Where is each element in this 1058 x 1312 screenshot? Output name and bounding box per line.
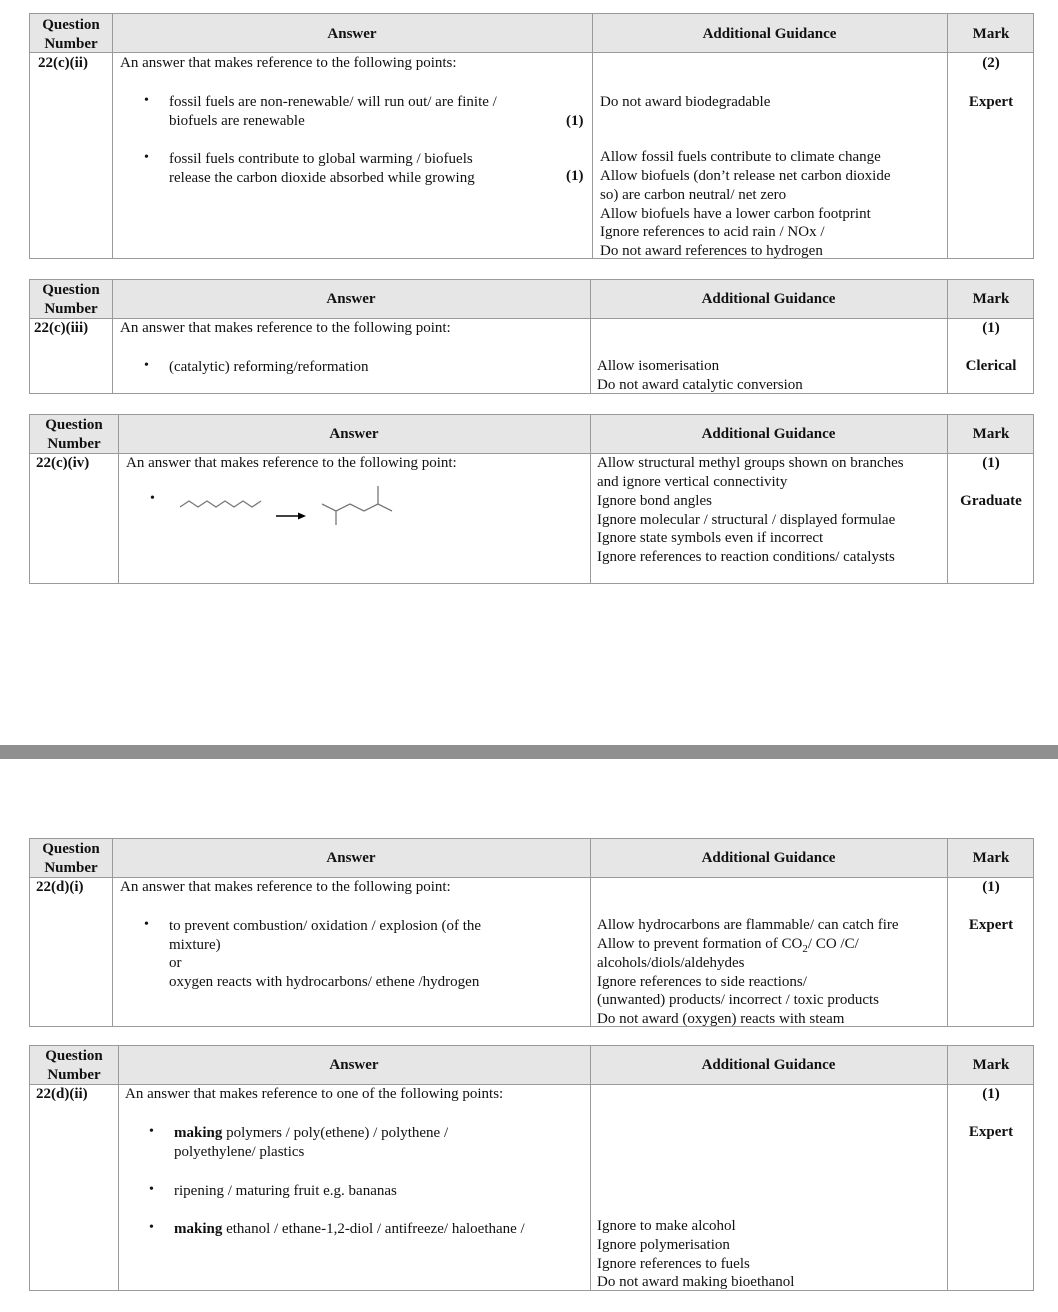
mark-header: Mark (972, 1057, 1010, 1073)
question-header-line1: Question (42, 17, 100, 33)
point-mark: (1) (566, 168, 584, 184)
answer-header: Answer (329, 426, 379, 442)
question-header-line1: Question (45, 417, 103, 433)
emphasis-making: making (174, 1125, 223, 1141)
question-header-line2: Number (44, 300, 98, 317)
answer-point-continued: biofuels are renewable (169, 113, 305, 129)
guidance-text: and ignore vertical connectivity (597, 474, 788, 490)
guidance-text: Do not award (oxygen) reacts with steam (597, 1011, 845, 1027)
branched-alkane (322, 486, 392, 525)
answer-point-continued: release the carbon dioxide absorbed while growing (169, 170, 475, 186)
mark-level: Expert (968, 917, 1014, 933)
answer-intro: An answer that makes reference to one of the following points: (125, 1086, 504, 1102)
guidance-text: Allow hydrocarbons are flammable/ can catch fire (597, 917, 899, 933)
guidance-text: Ignore molecular / structural / displayed formulae (597, 512, 896, 528)
mark-scheme-table-22d-i (29, 838, 1034, 1027)
answer-point-continued: polyethylene/ plastics (174, 1144, 305, 1160)
guidance-text: Do not award catalytic conversion (597, 377, 803, 393)
mark-level: Graduate (960, 493, 1022, 509)
answer-intro: An answer that makes reference to the following point: (126, 455, 457, 471)
mark-level: Expert (968, 1124, 1014, 1140)
guidance-text: Ignore bond angles (597, 493, 712, 509)
answer-or: or (169, 955, 182, 971)
guidance-co2-suffix: / CO /C/ (807, 936, 859, 952)
mark-header: Mark (972, 291, 1010, 307)
bullet: • (144, 93, 149, 108)
answer-point (174, 1124, 448, 1143)
mark-level: Clerical (965, 358, 1017, 374)
answer-point-text: polymers / poly(ethene) / polythene / (222, 1125, 449, 1141)
guidance-text: Do not award biodegradable (600, 94, 771, 110)
straight-chain-alkane (180, 501, 261, 507)
answer-header: Answer (327, 26, 377, 42)
question-header-line1: Question (42, 841, 100, 857)
guidance-text: Ignore polymerisation (597, 1237, 730, 1253)
mark-scheme-table-22c-iv (29, 414, 1034, 584)
bullet: • (150, 491, 155, 506)
mark-header: Mark (972, 426, 1010, 442)
bullet: • (149, 1220, 154, 1235)
column-divider (947, 1046, 948, 1290)
answer-point (174, 1220, 525, 1239)
guidance-header: Additional Guidance (701, 850, 836, 866)
question-number: 22(c)(iii) (34, 320, 89, 336)
guidance-text: Allow structural methyl groups shown on branches (597, 455, 904, 471)
answer-intro: An answer that makes reference to the following points: (120, 55, 457, 71)
guidance-text: Ignore to make alcohol (597, 1218, 736, 1234)
answer-header: Answer (326, 850, 376, 866)
answer-point: fossil fuels are non-renewable/ will run out/ are finite / (169, 94, 497, 110)
question-header-line2: Number (44, 859, 98, 876)
guidance-text: Ignore state symbols even if incorrect (597, 530, 824, 546)
guidance-header: Additional Guidance (702, 26, 837, 42)
mark-header: Mark (972, 26, 1010, 42)
guidance-header: Additional Guidance (701, 426, 836, 442)
question-number-header (30, 416, 118, 453)
question-number: 22(c)(iv) (36, 455, 90, 471)
question-number-header (30, 16, 112, 53)
answer-point: fossil fuels contribute to global warming / biofuels (169, 151, 473, 167)
mark-value: (2) (982, 55, 1000, 71)
guidance-text: Allow fossil fuels contribute to climate change (600, 149, 881, 165)
guidance-co2-prefix: Allow to prevent formation of CO (597, 936, 803, 952)
answer-point-alternative: oxygen reacts with hydrocarbons/ ethene /hydrogen (169, 974, 480, 990)
reaction-arrow-head (298, 513, 306, 520)
guidance-text: alcohols/diols/aldehydes (597, 955, 745, 971)
guidance-header: Additional Guidance (701, 291, 836, 307)
guidance-text: Ignore references to side reactions/ (597, 974, 807, 990)
mark-value: (1) (982, 1086, 1000, 1102)
answer-header: Answer (329, 1057, 379, 1073)
guidance-text: (unwanted) products/ incorrect / toxic products (597, 992, 879, 1008)
mark-level: Expert (968, 94, 1014, 110)
answer-point: (catalytic) reforming/reformation (169, 359, 369, 375)
bullet: • (144, 917, 149, 932)
question-header-line2: Number (44, 35, 98, 52)
guidance-text: Allow biofuels (don’t release net carbon dioxide (600, 168, 891, 184)
guidance-text: Ignore references to fuels (597, 1256, 750, 1272)
answer-intro: An answer that makes reference to the following point: (120, 879, 451, 895)
mark-value: (1) (982, 320, 1000, 336)
bullet: • (149, 1182, 154, 1197)
question-number: 22(d)(i) (36, 879, 84, 895)
guidance-header: Additional Guidance (701, 1057, 836, 1073)
question-header-line1: Question (45, 1048, 103, 1064)
question-header-line1: Question (42, 282, 100, 298)
mark-scheme-table-22d-ii (29, 1045, 1034, 1291)
answer-point-text: ethanol / ethane-1,2-diol / antifreeze/ haloethane / (222, 1221, 525, 1237)
guidance-text: Do not award making bioethanol (597, 1274, 795, 1290)
subscript-2: 2 (802, 943, 808, 955)
bullet: • (144, 358, 149, 373)
column-divider (592, 14, 593, 258)
question-number-header (30, 840, 112, 877)
answer-intro: An answer that makes reference to the following point: (120, 320, 451, 336)
guidance-text: so) are carbon neutral/ net zero (600, 187, 787, 203)
mark-scheme-table-22c-iii (29, 279, 1034, 394)
mark-value: (1) (982, 455, 1000, 471)
answer-point-continued: mixture) (169, 937, 221, 953)
question-number-header (30, 281, 112, 318)
guidance-text: Allow biofuels have a lower carbon footprint (600, 206, 871, 222)
isomerisation-skeletal-diagram (170, 481, 410, 527)
mark-scheme-table-22c-ii (29, 13, 1034, 259)
question-number-header (30, 1047, 118, 1084)
answer-point: to prevent combustion/ oxidation / explosion (of the (169, 918, 482, 934)
guidance-text: Ignore references to reaction conditions/ catalysts (597, 549, 895, 565)
column-divider (112, 14, 113, 258)
question-header-line2: Number (47, 435, 101, 452)
guidance-text: Allow isomerisation (597, 358, 720, 374)
question-number: 22(d)(ii) (36, 1086, 88, 1102)
point-mark: (1) (566, 113, 584, 129)
mark-header: Mark (972, 850, 1010, 866)
answer-point: ripening / maturing fruit e.g. bananas (174, 1183, 397, 1199)
column-divider (590, 1046, 591, 1290)
guidance-text: Ignore references to acid rain / NOx / (600, 224, 825, 240)
page-break-bar (0, 745, 1058, 759)
answer-header: Answer (326, 291, 376, 307)
column-divider (118, 1046, 119, 1290)
question-number: 22(c)(ii) (38, 55, 88, 71)
emphasis-making: making (174, 1221, 223, 1237)
column-divider (947, 14, 948, 258)
bullet: • (149, 1124, 154, 1139)
mark-value: (1) (982, 879, 1000, 895)
bullet: • (144, 150, 149, 165)
question-header-line2: Number (47, 1066, 101, 1083)
guidance-text: Do not award references to hydrogen (600, 243, 823, 259)
